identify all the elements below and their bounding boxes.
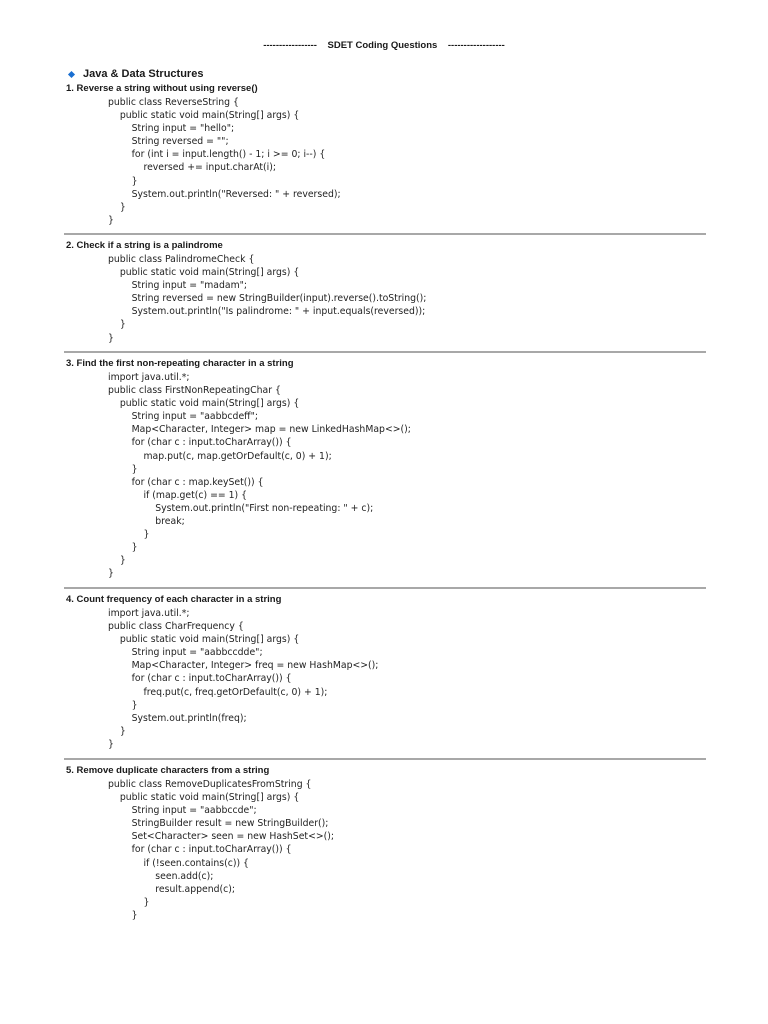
question-2-title: 2. Check if a string is a palindrome bbox=[66, 240, 223, 251]
question-1-title: 1. Reverse a string without using reverse() bbox=[66, 83, 258, 94]
section-title: Java & Data Structures bbox=[83, 68, 204, 80]
section-divider bbox=[64, 587, 706, 589]
question-4-title: 4. Count frequency of each character in a string bbox=[66, 594, 282, 605]
question-3-code: import java.util.*; public class FirstNonRepeatingChar { public static void main(String[] args) { String input = "aabbcdeff"; Map<Character, Integer> map = new LinkedHashMap<>(); for (char c : input.toCharArray()) { map.put(c, map.getOrDefault(c, 0) + 1); } for (char c : map.keySet()) { if (map.get(c) == 1) { System.out.println("First non-repeating: " + c); break; } } } } bbox=[108, 372, 411, 580]
section-divider bbox=[64, 758, 706, 760]
section-heading bbox=[68, 68, 203, 80]
question-2-code: public class PalindromeCheck { public static void main(String[] args) { String input = "madam"; String reversed = new StringBuilder(input).reverse().toString(); System.out.println("Is palindrome: " + input.equals(reversed)); } } bbox=[108, 254, 427, 344]
section-divider bbox=[64, 351, 706, 353]
question-5-code: public class RemoveDuplicatesFromString { public static void main(String[] args) { String input = "aabbccde"; StringBuilder result = new StringBuilder(); Set<Character> seen = new HashSet<>(); for (char c : input.toCharArray()) { if (!seen.contains(c)) { seen.add(c); result.append(c); } } bbox=[108, 779, 335, 921]
section-divider bbox=[64, 233, 706, 235]
page-header: ----------------- SDET Coding Questions ------------------ bbox=[263, 40, 505, 51]
question-5-title: 5. Remove duplicate characters from a string bbox=[66, 765, 270, 776]
question-3-title: 3. Find the first non-repeating character in a string bbox=[66, 358, 294, 369]
diamond-bullet-icon bbox=[68, 70, 75, 77]
question-4-code: import java.util.*; public class CharFrequency { public static void main(String[] args) { String input = "aabbccdde"; Map<Character, Integer> freq = new HashMap<>(); for (char c : input.toCharArray()) { freq.put(c, freq.getOrDefault(c, 0) + 1); } System.out.println(freq); } } bbox=[108, 608, 379, 750]
question-1-code: public class ReverseString { public static void main(String[] args) { String input = "hello"; String reversed = ""; for (int i = input.length() - 1; i >= 0; i--) { reversed += input.charAt(i); } System.out.println("Reversed: " + reversed); } } bbox=[108, 97, 341, 226]
